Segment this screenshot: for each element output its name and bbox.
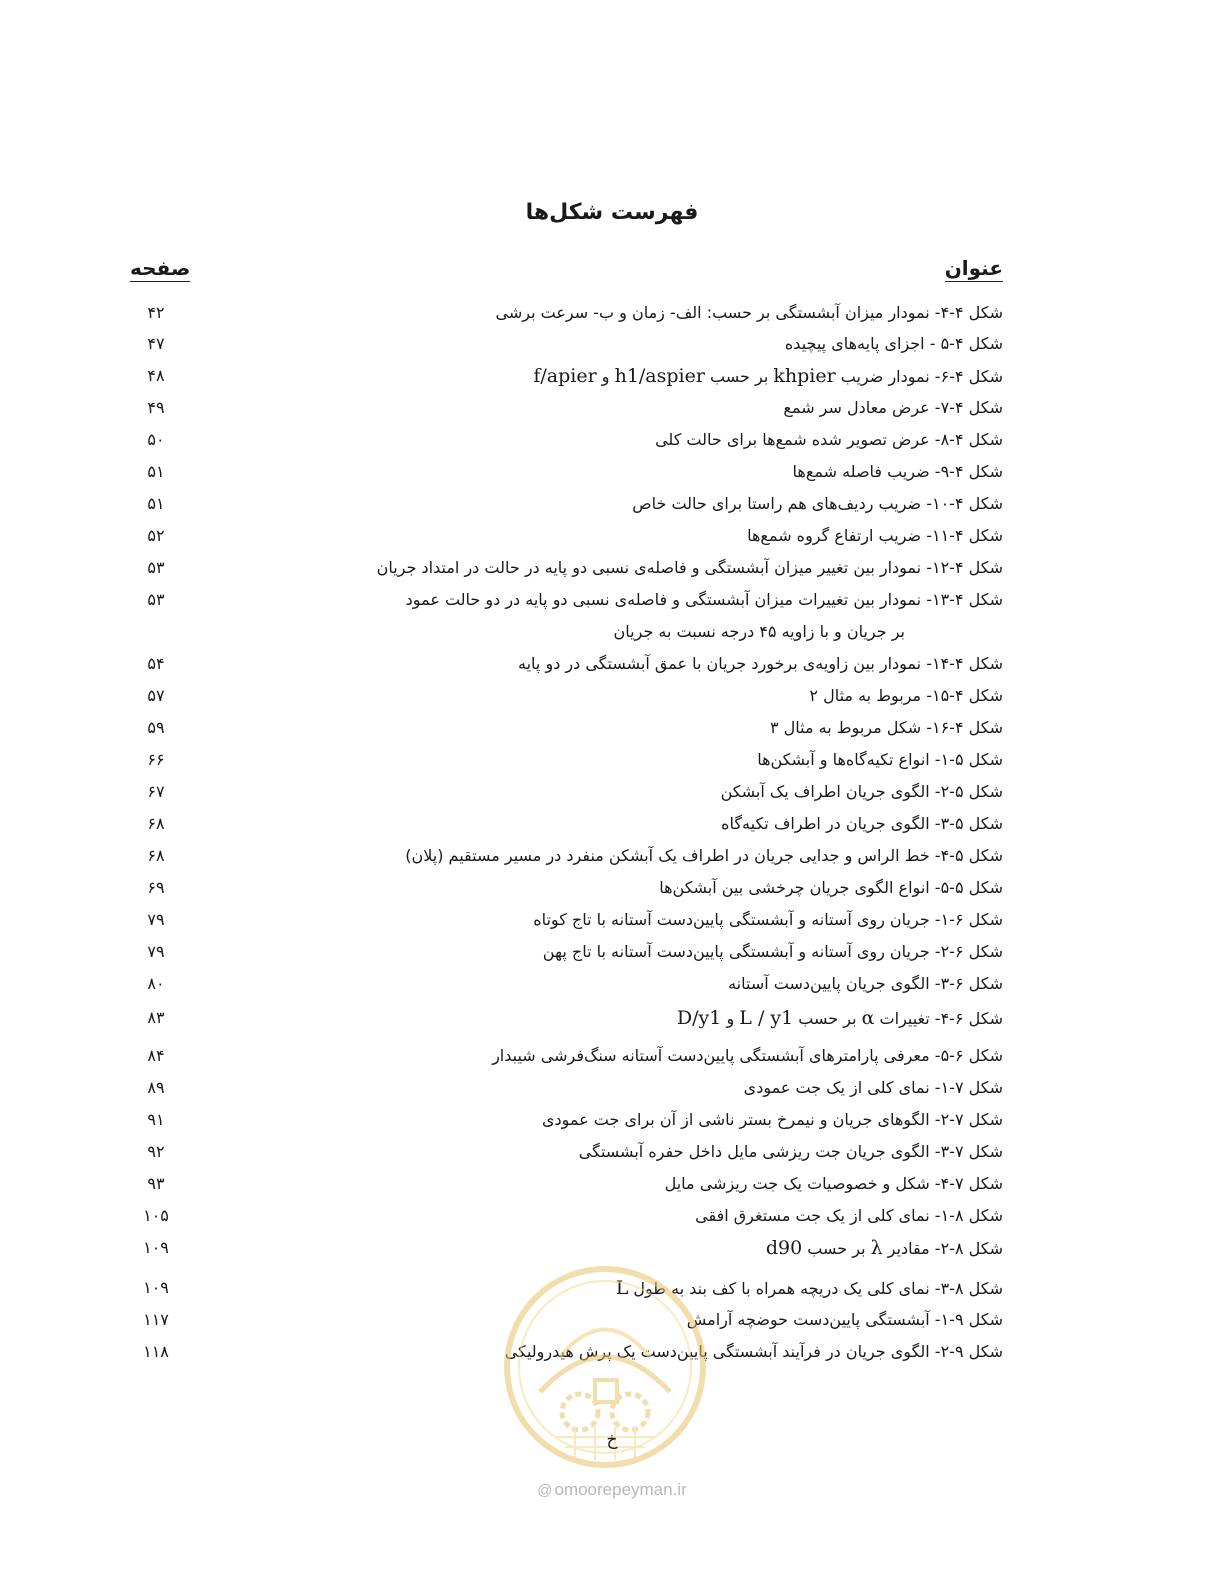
entry-title: شکل ۴-۱۲- نمودار بین تغییر میزان آبشستگی و فاصله‌ی نسبی دو پایه در حالت در امتداد جریان: [376, 558, 1003, 577]
entry-title: شکل ۴-۱۱- ضریب ارتفاع گروه شمع‌ها: [747, 526, 1003, 545]
entry-page: ۸۹: [147, 1078, 165, 1097]
entry-title-part: و: [721, 1009, 740, 1028]
entry-page: ۶۸: [147, 846, 165, 865]
entry-page: ۵۱: [147, 494, 165, 513]
page-title: فهرست شکل‌ها: [525, 200, 699, 225]
entry-page: ۴۹: [147, 398, 165, 417]
entry-title: شکل ۴-۹- ضریب فاصله شمع‌ها: [792, 462, 1003, 481]
website-watermark[interactable]: [0, 1480, 1224, 1500]
entry-title: شکل ۴-۱۵- مربوط به مثال ۲: [809, 686, 1003, 705]
entry-page: ۸۳: [147, 1008, 165, 1027]
entry-title: شکل ۶-۳- الگوی جریان پایین‌دست آستانه: [728, 974, 1003, 993]
entry-title: [533, 366, 1003, 387]
page-number: خ: [606, 1430, 618, 1450]
entry-page: ۷۹: [147, 910, 165, 929]
at-icon: @: [537, 1482, 553, 1499]
math-term: khpier: [773, 365, 836, 387]
entry-title: شکل ۸-۱- نمای کلی از یک جت مستغرق افقی: [695, 1206, 1003, 1225]
entry-title: شکل ۴-۵ - اجزای پایه‌های پیچیده: [784, 334, 1003, 353]
entry-title: شکل ۴-۸- عرض تصویر شده شمع‌ها برای حالت کلی: [655, 430, 1003, 449]
math-term: L: [615, 1277, 629, 1299]
entry-title: شکل ۹-۲- الگوی جریان در فرآیند آبشستگی پایین‌دست یک پرش هیدرولیکی: [504, 1342, 1003, 1361]
math-term: f/apier: [533, 365, 597, 387]
entry-title: شکل ۷-۱- نمای کلی از یک جت عمودی: [743, 1078, 1003, 1097]
entry-page: ۶۸: [147, 814, 165, 833]
entry-page: ۷۹: [147, 942, 165, 961]
entry-title: شکل ۵-۱- انواع تکیه‌گاه‌ها و آبشکن‌ها: [757, 750, 1003, 769]
entry-title: شکل ۴-۱۶- شکل مربوط به مثال ۳: [769, 718, 1003, 737]
entry-title-continuation: بر جریان و با زاویه ۴۵ درجه نسبت به جریان: [613, 622, 905, 641]
entry-page: ۸۴: [147, 1046, 165, 1065]
math-term: λ: [870, 1237, 883, 1259]
math-term: L / y1: [739, 1007, 794, 1029]
entry-title: شکل ۴-۱۰- ضریب ردیف‌های هم راستا برای حالت خاص: [632, 494, 1003, 513]
entry-title-part: بر حسب: [802, 1239, 871, 1258]
entry-title-part: و: [596, 367, 615, 386]
math-term: h1/aspier: [614, 365, 705, 387]
entry-page: ۹۱: [147, 1110, 165, 1129]
entry-page: ۱۰۹: [143, 1238, 169, 1257]
entry-page: ۵۱: [147, 462, 165, 481]
entry-page: ۹۲: [147, 1142, 165, 1161]
entry-page: ۱۱۸: [143, 1342, 169, 1361]
math-term: d90: [765, 1237, 803, 1259]
entry-title: شکل ۴-۱۴- نمودار بین زاویه‌ی برخورد جریان با عمق آبشستگی در دو پایه: [518, 654, 1003, 673]
entry-title: شکل ۶-۲- جریان روی آستانه و آبشستگی پایین‌دست آستانه با تاج پهن: [542, 942, 1003, 961]
entry-page: ۵۳: [147, 590, 165, 609]
entry-page: ۶۷: [147, 782, 165, 801]
entry-title: شکل ۴-۴- نمودار میزان آبشستگی بر حسب: الف- زمان و ب- سرعت برشی: [495, 303, 1003, 322]
entry-title: [766, 1238, 1003, 1259]
entry-title: شکل ۴-۷- عرض معادل سر شمع: [783, 398, 1003, 417]
entry-title: شکل ۶-۱- جریان روی آستانه و آبشستگی پایین‌دست آستانه با تاج کوتاه: [533, 910, 1003, 929]
entry-page: ۴۸: [147, 366, 165, 385]
entry-page: ۶۹: [147, 878, 165, 897]
page-column-header: صفحه: [130, 256, 191, 280]
title-column-header: عنوان: [944, 256, 1003, 280]
entry-page: ۵۴: [147, 654, 165, 673]
entry-title-part: شکل ۴-۶- نمودار ضریب: [835, 367, 1003, 386]
entry-title: [677, 1008, 1003, 1029]
entry-page: ۹۳: [147, 1174, 165, 1193]
entry-page: ۱۰۵: [143, 1206, 169, 1225]
entry-title-part: بر حسب: [704, 367, 774, 386]
entry-page: ۴۲: [147, 303, 165, 322]
toc-header: [130, 256, 1003, 290]
entry-page: ۱۱۷: [143, 1310, 169, 1329]
entry-page: ۵۰: [147, 430, 165, 449]
entry-title-part: بر حسب: [793, 1009, 862, 1028]
entry-title: شکل ۷-۳- الگوی جریان جت ریزشی مایل داخل حفره آبشستگی: [578, 1142, 1003, 1161]
entry-title: شکل ۵-۵- انواع الگوی جریان چرخشی بین آبشکن‌ها: [659, 878, 1003, 897]
entry-page: ۵۷: [147, 686, 165, 705]
entry-page: ۵۹: [147, 718, 165, 737]
entry-title-part: شکل ۶-۴- تغییرات: [874, 1009, 1003, 1028]
entry-title-part: شکل ۸-۳- نمای کلی یک دریچه همراه با کف بند به طول: [628, 1279, 1003, 1298]
entry-title: شکل ۴-۱۳- نمودار بین تغییرات میزان آبشستگی و فاصله‌ی نسبی دو پایه در دو حالت عمود بر جریان و با زاویه ۴۵ درجه نسبت به جریان: [405, 590, 1003, 641]
entry-page: ۱۰۹: [143, 1278, 169, 1297]
entry-title: شکل ۹-۱- آبشستگی پایین‌دست حوضچه آرامش: [686, 1310, 1003, 1329]
entry-page: ۸۰: [147, 974, 165, 993]
math-term: D/y1: [676, 1007, 722, 1029]
entry-title: شکل ۵-۳- الگوی جریان در اطراف تکیه‌گاه: [721, 814, 1003, 833]
entry-title: شکل ۶-۵- معرفی پارامترهای آبشستگی پایین‌دست آستانه سنگ‌فرشی شیبدار: [492, 1046, 1003, 1065]
entry-title: شکل ۵-۴- خط الراس و جدایی جریان در اطراف یک آبشکن منفرد در مسیر مستقیم (پلان): [405, 846, 1003, 865]
website-text: omoorepeyman.ir: [554, 1480, 687, 1499]
entry-title: شکل ۷-۲- الگوهای جریان و نیمرخ بستر ناشی از آن برای جت عمودی: [542, 1110, 1003, 1129]
entry-page: ۵۳: [147, 558, 165, 577]
entry-page: ۵۲: [147, 526, 165, 545]
entry-page: ۴۷: [147, 334, 165, 353]
math-term: α: [861, 1007, 875, 1029]
entry-title-part: شکل ۸-۲- مقادیر: [882, 1239, 1003, 1258]
entry-title: شکل ۷-۴- شکل و خصوصیات یک جت ریزشی مایل: [664, 1174, 1003, 1193]
entry-page: ۶۶: [147, 750, 165, 769]
entry-title: شکل ۵-۲- الگوی جریان اطراف یک آبشکن: [720, 782, 1003, 801]
